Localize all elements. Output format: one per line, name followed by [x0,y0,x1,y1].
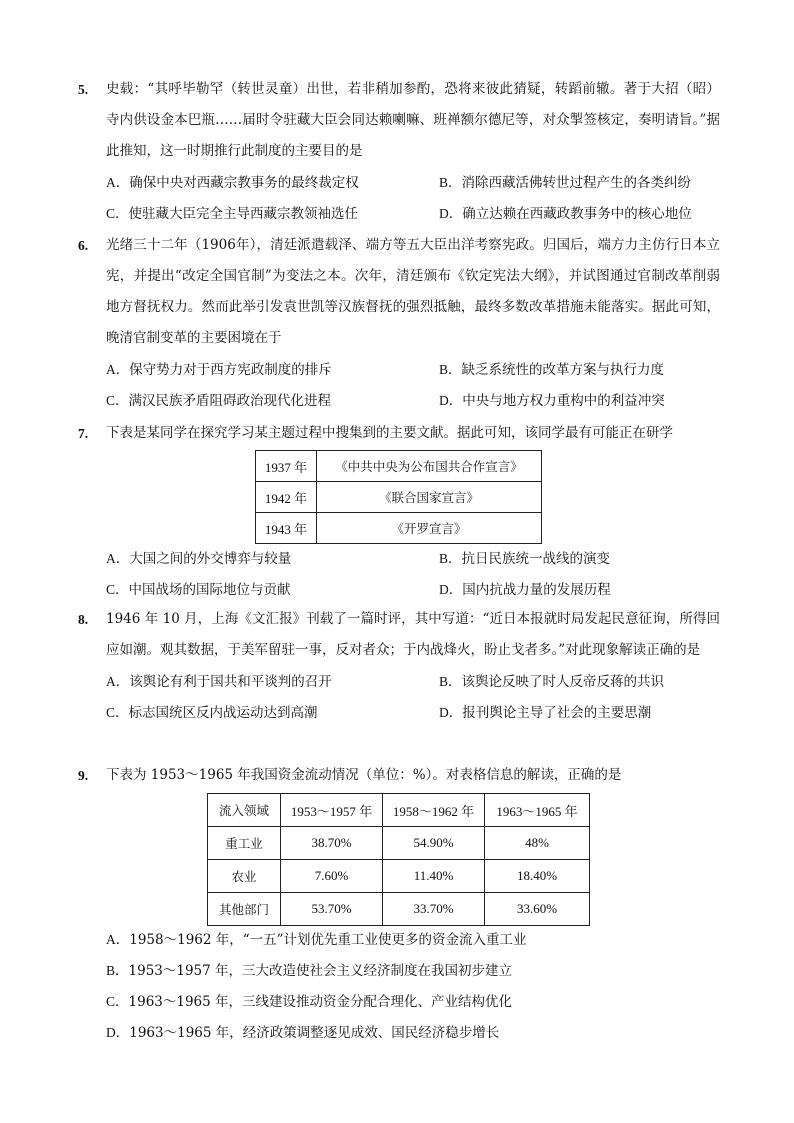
options [106,354,720,416]
table-row [208,860,590,893]
options [106,543,720,605]
table-cell: 7.60% [281,860,383,893]
table-cell: 1937 年 [256,451,317,482]
column-header: 1963～1965 年 [485,794,590,827]
question-stem: 史载：“其呼毕勒罕（转世灵童）出世，若非稍加参酌，恐将来彼此猜疑，转蹈前辙。著于大招（昭）寺内供设金本巴瓶……届时令驻藏大臣会同达赖喇嘛、班禅额尔德尼等，对众掣签核定，奏明请旨。”据此推知，这一时期推行此制度的主要目的是 [106,81,720,159]
table-row [208,827,590,860]
capital-flow-table [207,793,590,926]
option-a[interactable]: A．保守势力对于西方宪政制度的排斥 [106,362,332,378]
question-8 [78,604,720,728]
question-stem: 下表为 1953～1965 年我国资金流动情况（单位：%）。对表格信息的解读，正确的是 [106,767,622,783]
table-cell: 《联合国家宣言》 [317,482,542,513]
option-c[interactable]: C．满汉民族矛盾阻碍政治现代化进程 [106,393,332,409]
option-b[interactable]: B．该舆论反映了时人反帝反蒋的共识 [439,674,665,690]
option-d[interactable]: D．国内抗战力量的发展历程 [439,582,611,598]
table-cell: 1942 年 [256,482,317,513]
option-c[interactable]: C．标志国统区反内战运动达到高潮 [106,705,318,721]
table-header-row [208,794,590,827]
question-number: 9. [78,768,89,783]
options [106,924,720,1048]
table-cell: 农业 [208,860,281,893]
question-9-options [78,924,720,1048]
table-cell: 其他部门 [208,893,281,926]
table-cell: 33.60% [485,893,590,926]
table-row [256,513,542,544]
question-number: 6. [78,238,89,253]
question-9 [78,760,720,791]
option-c[interactable]: C．1963～1965 年，三线建设推动资金分配合理化、产业结构优化 [106,994,513,1010]
question-stem: 下表是某同学在探究学习某主题过程中搜集到的主要文献。据此可知，该同学最有可能正在研学 [106,425,673,441]
option-b[interactable]: B．抗日民族统一战线的演变 [439,551,611,567]
question-7 [78,418,720,449]
table-cell: 33.70% [383,893,485,926]
option-d[interactable]: D．1963～1965 年，经济政策调整逐见成效、国民经济稳步增长 [106,1025,500,1041]
option-d[interactable]: D．中央与地方权力重构中的利益冲突 [439,393,665,409]
question-stem: 光绪三十二年（1906年），清廷派遣载泽、端方等五大臣出洋考察宪政。归国后，端方力主仿行日本立宪，并提出“改定全国官制”为变法之本。次年，清廷颁布《钦定宪法大纲》，并试图通过官制改革削弱地方督抚权力。然而此举引发袁世凯等汉族督抚的强烈抵触，最终多数改革措施未能落实。据此可知，晚清官制变革的主要困境在于 [106,237,720,346]
table-row [208,893,590,926]
options [106,167,720,229]
table-cell: 1943 年 [256,513,317,544]
column-header: 1953～1957 年 [281,794,383,827]
option-b[interactable]: B．消除西藏活佛转世过程产生的各类纠纷 [439,175,692,191]
option-c[interactable]: C．中国战场的国际地位与贡献 [106,582,291,598]
table-cell: 18.40% [485,860,590,893]
table-row [256,451,542,482]
documents-table [255,450,542,544]
question-5 [78,74,720,229]
table-cell: 54.90% [383,827,485,860]
question-stem: 1946 年 10 月，上海《文汇报》刊载了一篇时评，其中写道：“近日本报就时局发起民意征询，所得回应如潮。观其数据，于美军留驻一事，反对者众；于内战烽火，盼止戈者多。”对此现象解读正确的是 [106,611,720,658]
option-a[interactable]: A．1958～1962 年，“一五”计划优先重工业使更多的资金流入重工业 [106,932,527,948]
option-d[interactable]: D．确立达赖在西藏政教事务中的核心地位 [439,206,692,222]
option-a[interactable]: A．该舆论有利于国共和平谈判的召开 [106,674,332,690]
column-header: 流入领域 [208,794,281,827]
table-cell: 38.70% [281,827,383,860]
table-cell: 53.70% [281,893,383,926]
table-row [256,482,542,513]
table-cell: 《中共中央为公布国共合作宣言》 [317,451,542,482]
question-7-options [78,543,720,605]
table-cell: 48% [485,827,590,860]
option-a[interactable]: A．大国之间的外交博弈与较量 [106,551,292,567]
table-cell: 重工业 [208,827,281,860]
table-cell: 《开罗宣言》 [317,513,542,544]
option-d[interactable]: D．报刊舆论主导了社会的主要思潮 [439,705,652,721]
column-header: 1958～1962 年 [383,794,485,827]
option-a[interactable]: A．确保中央对西藏宗教事务的最终裁定权 [106,175,359,191]
question-number: 7. [78,426,89,441]
question-number: 5. [78,82,89,97]
question-number: 8. [78,612,89,627]
options [106,666,720,728]
table-cell: 11.40% [383,860,485,893]
option-c[interactable]: C．使驻藏大臣完全主导西藏宗教领袖选任 [106,206,359,222]
option-b[interactable]: B．1953～1957 年，三大改造使社会主义经济制度在我国初步建立 [106,963,513,979]
option-b[interactable]: B．缺乏系统性的改革方案与执行力度 [439,362,665,378]
question-6 [78,230,720,416]
